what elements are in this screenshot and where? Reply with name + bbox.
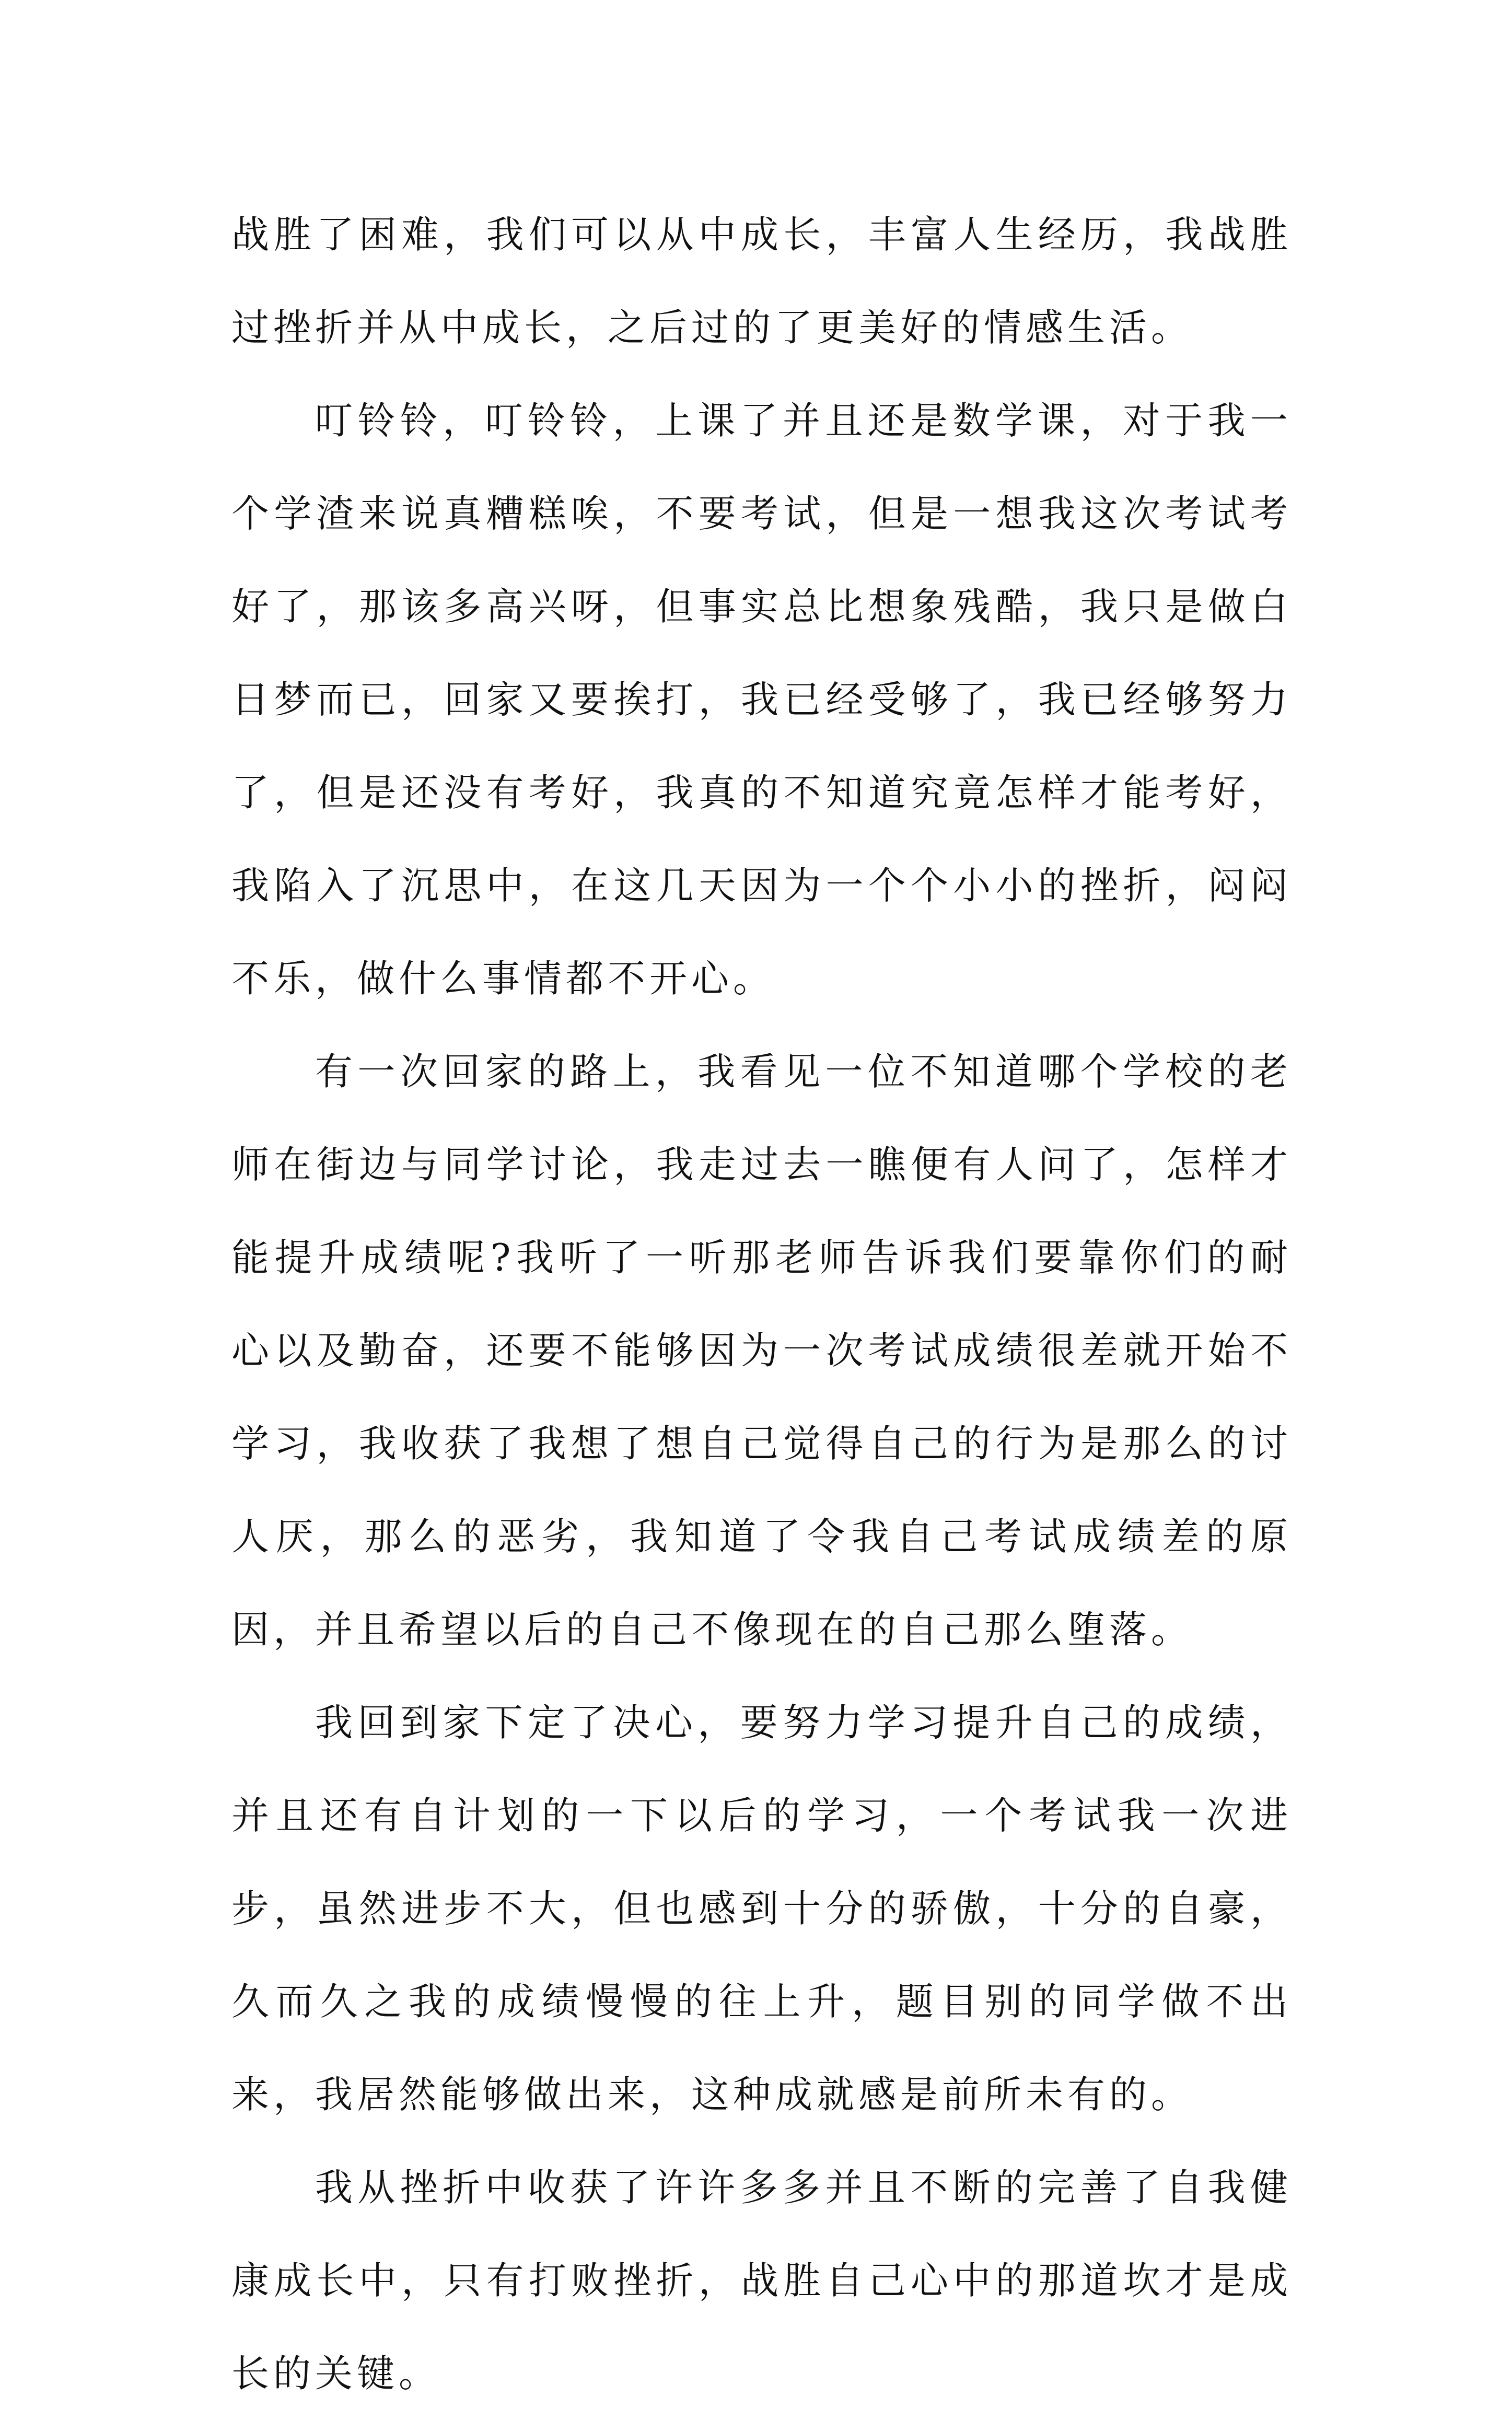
paragraph-4: 我回到家下定了决心，要努力学习提升自己的成绩，并且还有自计划的一下以后的学习，一个考试我一次进步，虽然进步不大，但也感到十分的骄傲，十分的自豪，久而久之我的成绩慢慢的往上升，题目别的同学做不出来，我居然能够做出来，这种成就感是前所未有的。 (231, 1701, 1292, 2116)
paragraph-2: 叮铃铃，叮铃铃，上课了并且还是数学课，对于我一个学渣来说真糟糕唉，不要考试，但是一想我这次考试考好了，那该多高兴呀，但事实总比想象残酷，我只是做白日梦而已，回家又要挨打，我已经受够了，我已经够努力了，但是还没有考好，我真的不知道究竟怎样才能考好，我陷入了沉思中，在这几天因为一个个小小的挫折，闷闷不乐，做什么事情都不开心。 (231, 399, 1292, 1000)
paragraph-3: 有一次回家的路上，我看见一位不知道哪个学校的老师在街边与同学讨论，我走过去一瞧便有人问了，怎样才能提升成绩呢?我听了一听那老师告诉我们要靠你们的耐心以及勤奋，还要不能够因为一次考试成绩很差就开始不学习，我收获了我想了想自己觉得自己的行为是那么的讨人厌，那么的恶劣，我知道了令我自己考试成绩差的原因，并且希望以后的自己不像现在的自己那么堕落。 (231, 1050, 1292, 1651)
paragraph-1: 战胜了困难，我们可以从中成长，丰富人生经历，我战胜过挫折并从中成长，之后过的了更美好的情感生活。 (231, 213, 1292, 350)
paragraph-5: 我从挫折中收获了许许多多并且不断的完善了自我健康成长中，只有打败挫折，战胜自己心中的那道坎才是成长的关键。 (231, 2166, 1292, 2395)
essay-body (231, 188, 1292, 2420)
